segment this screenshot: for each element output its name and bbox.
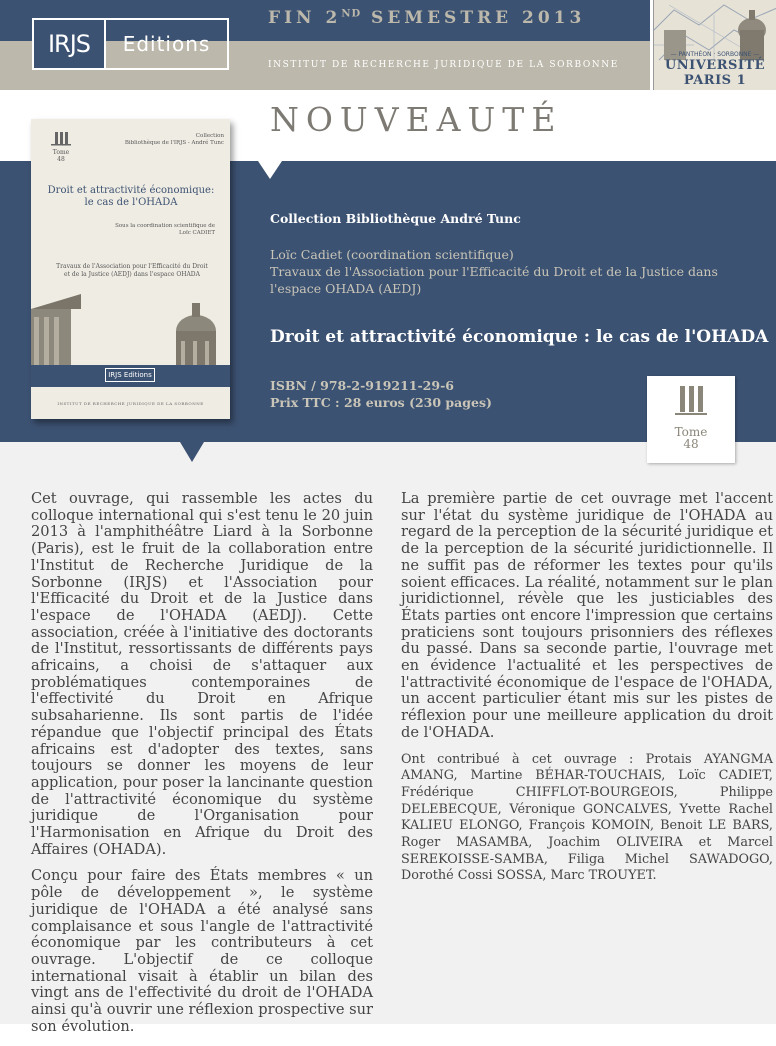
cover-aedj-line1: Travaux de l'Association pour l'Efficacité du Droit (56, 263, 208, 270)
cover-coord-line2: Loïc CADIET (179, 230, 215, 236)
paragraph: Cet ouvrage, qui rassemble les actes du colloque international qui s'est tenu le 20 juin 2013 à l'amphithéâtre Liard à la Sorbonne (Paris), est le fruit de la collaboration entre l'Institut de Recherche Juridique de la Sorbonne (IRJS) et l'Association pour l'Efficacité du Droit et de la Justice dans l'espace de l'OHADA (AEDJ). Cette association, créée à l'initiative des doctorants de l'Institut, ressortissants de différents pays africains, a choisi de s'attaquer aux problématiques contemporaines de l'effectivité du Droit en Afrique subsaharienne. Ils sont partis de l'idée répandue que l'objectif principal des États africains est d'adopter des textes, sans toujours se donner les moyens de leur application, pour poser la lancinante question de l'attractivité économique du système juridique de l'Organisation pour l'Harmonisation en Afrique du Droit des Affaires (OHADA). (31, 490, 373, 858)
band-pointer (180, 442, 204, 462)
book-cover (31, 119, 230, 419)
university-subtitle: — PANTHÉON · SORBONNE — (670, 51, 760, 58)
cover-tome-label: Tome (52, 149, 70, 156)
university-name: UNIVERSITÉ PARIS 1 (664, 58, 766, 88)
cover-logo: IRJS Editions (105, 368, 155, 382)
issue-title-post: SEMESTRE 2013 (361, 8, 586, 28)
cover-collection-line1: Collection (195, 133, 224, 139)
collection-title: Collection Bibliothèque André Tunc (270, 211, 521, 226)
cover-building-illustration (31, 289, 230, 369)
contributors-intro: Ont contribué à cet ouvrage : (401, 751, 646, 767)
tome-columns-icon (46, 131, 76, 147)
cover-collection (109, 133, 224, 147)
coordination-info (270, 246, 770, 297)
cover-collection-line2: Bibliothèque de l'IRJS - André Tunc (124, 140, 224, 146)
issue-title-pre: FIN 2 (268, 8, 342, 28)
coordination-line2: Travaux de l'Association pour l'Efficacité du Droit et de la Justice dans l'espace OHADA (AEDJ) (270, 264, 718, 296)
issue-title (268, 8, 585, 28)
tome-label: Tome (674, 425, 708, 439)
university-label (654, 51, 776, 88)
isbn-price (270, 377, 492, 411)
logo-editions-text: Editions (122, 32, 211, 56)
cover-aedj (39, 263, 225, 279)
university-logo (653, 0, 776, 90)
cover-title-line2: le cas de l'OHADA (84, 197, 178, 208)
book-title: Droit et attractivité économique : le cas de l'OHADA (270, 327, 769, 347)
tome-number: 48 (683, 437, 699, 451)
irjs-editions-logo (32, 18, 229, 70)
tome-columns-icon (665, 384, 717, 420)
tome-badge (647, 376, 735, 463)
logo-irjs-text: IRJS (34, 20, 106, 68)
institute-name: INSTITUT DE RECHERCHE JURIDIQUE DE LA SORBONNE (268, 60, 619, 70)
contributors (401, 752, 773, 886)
contributors-list: Protais AYANGMA AMANG, Martine BÉHAR-TOUCHAIS, Loïc CADIET, Frédérique CHIFFLOT-BOURGEOIS, Philippe DELEBECQUE, Véronique GONCALVES, Yvette Rachel KALIEU ELONGO, François KOMOIN, Benoit LE BARS, Roger MASAMBA, Joachim OLIVEIRA et Marcel SEREKOISSE-SAMBA, Filiga Michel SAWADOGO, Dorothé Cossi SOSSA, Marc TROUYET. (401, 751, 774, 884)
cover-tome-mark (46, 131, 76, 163)
cover-coord-line1: Sous la coordination scientifique de (115, 223, 215, 229)
cover-title-line1: Droit et attractivité économique: (47, 185, 215, 196)
body-left-column (31, 491, 373, 1046)
cover-tome-num: 48 (57, 156, 65, 163)
cover-aedj-line2: et de la Justice (AEDJ) dans l'espace OHADA (64, 271, 200, 278)
cover-institute: INSTITUT DE RECHERCHE JURIDIQUE DE LA SORBONNE (57, 401, 204, 406)
coordination-line1: Loïc Cadiet (coordination scientifique) (270, 247, 514, 262)
cover-title (39, 185, 223, 209)
body-right-column (401, 491, 773, 895)
paragraph: Conçu pour faire des États membres « un pôle de développement », le système juridique de l'OHADA a été analysé sans complaisance et sous l'angle de l'attractivité économique par les contributeurs à cet ouvrage. L'objectif de ce colloque international visait à établir un bilan des vingt ans de l'effectivité du droit de l'OHADA ainsi qu'à ouvrir une réflexion prospective sur son évolution. (31, 867, 373, 1035)
isbn: ISBN / 978-2-919211-29-6 (270, 378, 454, 393)
paragraph: La première partie de cet ouvrage met l'accent sur l'état du système juridique de l'OHADA au regard de la perception de la sécurité juridique et de la perception de la sécurité juridictionnelle. Il ne suffit pas de réformer les textes pour qu'ils soient efficaces. La réalité, notamment sur le plan juridictionnel, révèle que les justiciables des États parties ont encore l'impression que certains praticiens sont toujours prisonniers des réflexes du passé. Dans sa seconde partie, l'ouvrage met en évidence l'actualité et les perspectives de l'attractivité économique de l'espace de l'OHADA, un accent particulier étant mis sur les pistes de réflexion pour une meilleure application du droit de l'OHADA. (401, 490, 773, 741)
band-notch (258, 161, 282, 179)
cover-coordination (45, 223, 215, 237)
issue-title-sup: ND (341, 8, 362, 20)
nouveaute-heading: NOUVEAUTÉ (270, 100, 563, 139)
price: Prix TTC : 28 euros (230 pages) (270, 395, 492, 410)
